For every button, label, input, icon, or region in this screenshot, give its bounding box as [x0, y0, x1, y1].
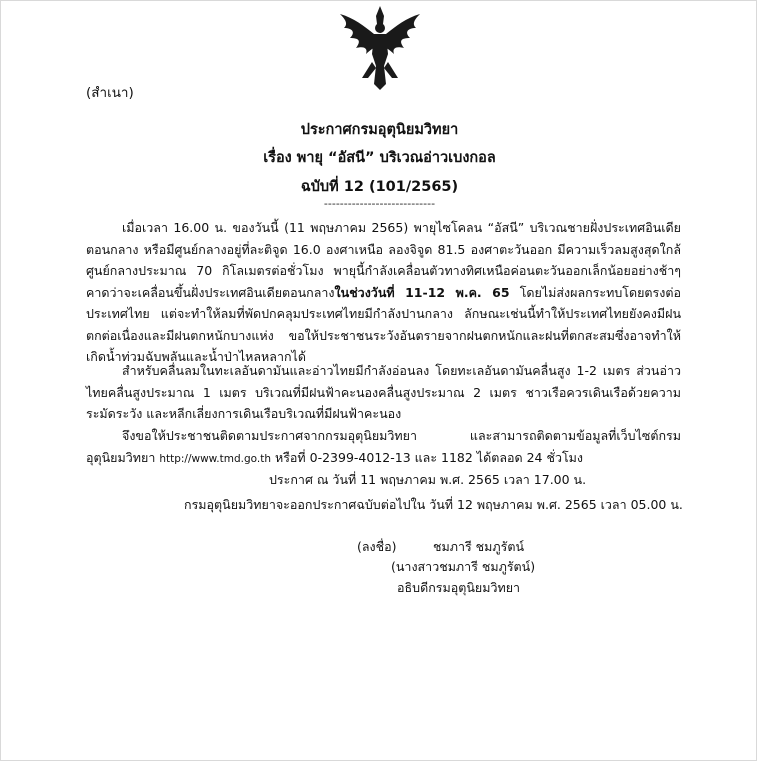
page-title: ประกาศกรมอุตุนิยมวิทยา — [300, 122, 459, 138]
copy-label: (สำเนา) — [86, 85, 134, 101]
signatory-full-name: (นางสาวชมภารี ชมภูรัตน์) — [391, 559, 536, 574]
paragraph-text: หรือที่ 0-2399-4012-13 และ 1182 ได้ตลอด 24 ชั่วโมง — [270, 449, 584, 465]
garuda-emblem-icon — [336, 4, 424, 92]
next-issue-notice: กรมอุตุนิยมวิทยาจะออกประกาศฉบับต่อไปใน วันที่ 12 พฤษภาคม พ.ศ. 2565 เวลา 05.00 น. — [184, 497, 683, 512]
paragraph-text: จึงขอให้ประชาชนติดตามประกาศจากกรมอุตุนิยมวิทยา และสามารถติดตามข้อมูลที่เว็บไซต์กรมอุตุนิยมวิทยา — [86, 428, 681, 465]
signature-label: (ลงชื่อ) — [357, 539, 397, 554]
paragraph-sea-conditions — [86, 360, 681, 425]
issue-number: ฉบับที่ 12 (101/2565) — [300, 179, 459, 195]
paragraph-storm-details — [86, 217, 681, 368]
paragraph-contact — [86, 425, 681, 470]
divider: ---------------------------- — [323, 197, 436, 210]
website-link[interactable]: http://www.tmd.go.th — [159, 452, 271, 465]
paragraph-text: สำหรับคลื่นลมในทะเลอันดามันและอ่าวไทยมีกำลังอ่อนลง โดยทะเลอันดามันคลื่นสูง 1-2 เมตร ส่วนอ่าวไทยคลื่นสูงประมาณ 1 เมตร บริเวณที่มีฝนฟ้าคะนองคลื่นสูงประมาณ 2 เมตร ชาวเรือควรเดินเรือด้วยความระมัดระวัง และหลีกเลี่ยงการเดินเรือบริเวณที่มีฝนฟ้าคะนอง — [86, 363, 681, 421]
paragraph-text: โดยไม่ส่งผลกระทบโดยตรงต่อประเทศไทย แต่จะทำให้ลมที่พัดปกคลุมประเทศไทยมีกำลังปานกลาง ลักษณะเช่นนี้ทำให้ประเทศไทยยังคงมีฝนตกต่อเนื่องและมีฝนตกหนักบางแห่ง ขอให้ประชาชนระวังอันตรายจากฝนตกหนักและฝนที่ตกสะสมซึ่งอาจทำให้เกิดน้ำท่วมฉับพลันและน้ำป่าไหลหลากได้ — [86, 284, 681, 364]
signatory-position: อธิบดีกรมอุตุนิยมวิทยา — [397, 580, 521, 595]
signature-name: ชมภารี ชมภูรัตน์ — [433, 539, 525, 554]
highlight-dates: ในช่วงวันที่ 11-12 พ.ค. 65 — [334, 284, 510, 300]
announcement-date: ประกาศ ณ วันที่ 11 พฤษภาคม พ.ศ. 2565 เวลา 17.00 น. — [269, 472, 587, 487]
subject-line: เรื่อง พายุ “อัสนี” บริเวณอ่าวเบงกอล — [263, 150, 496, 166]
paragraph-text: เมื่อเวลา 16.00 น. ของวันนี้ (11 พฤษภาคม 2565) พายุไซโคลน “อัสนี” บริเวณชายฝั่งประเทศอินเดียตอนกลาง หรือมีศูนย์กลางอยู่ที่ละติจูด 16.0 องศาเหนือ ลองจิจูด 81.5 องศาตะวันออก มีความเร็วลมสูงสุดใกล้ศูนย์กลางประมาณ 70 กิโลเมตรต่อชั่วโมง พายุนี้กำลังเคลื่อนตัวทางทิศเหนือค่อนตะวันออกเล็กน้อยอย่างช้าๆ คาดว่าจะเคลื่อนขึ้นฝั่งประเทศอินเดียตอนกลาง — [86, 220, 681, 300]
